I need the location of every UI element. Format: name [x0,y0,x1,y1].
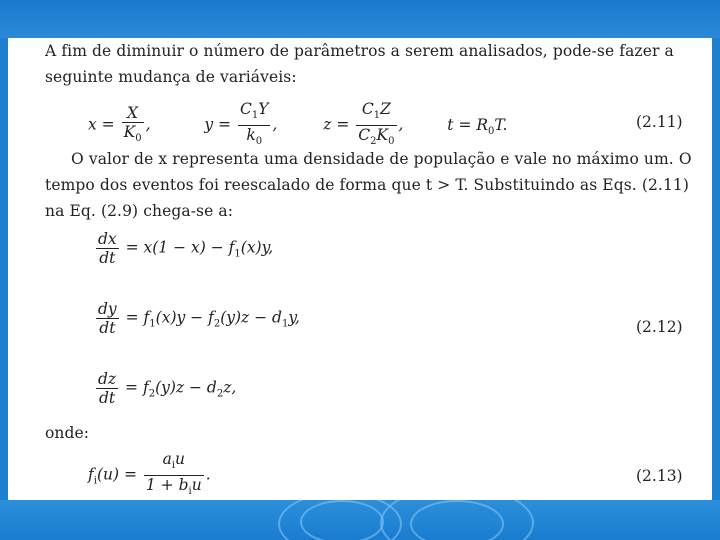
dz-sub-2: 2 [216,388,224,400]
eq-x-lhs: x = [88,115,115,134]
eq-z-num-text: C [361,100,374,118]
eq-x-denominator [122,122,144,148]
dz-sub-1: 2 [148,388,156,400]
paragraph-2-line-1: O valor de x representa uma densidade de população e vale no máximo um. O [71,150,692,168]
dz-denominator: dt [96,388,118,407]
eq-x-numerator: X [127,103,139,122]
dy-sub-1: 1 [149,318,156,330]
dy-rhs-4: y, [288,308,300,327]
eq-z-den-sub2: 0 [388,136,395,148]
swirl-decoration-4 [410,500,504,540]
eq213-den-tail: u [191,476,202,495]
eq-z-den-sub: 2 [370,136,377,148]
paragraph-1-line-1: A fim de diminuir o número de parâmetros a serem analisados, pode-se fazer a [45,42,674,60]
eq213-numerator [144,450,204,475]
equation-dy-dt [94,300,300,337]
slide-top-band [0,0,720,38]
eq-z-num-tail: Z [380,100,391,118]
dy-rhs-2: (x)y − f [155,308,214,327]
equation-2-11: x = $\frac{X}{K_0}$ , y = $\frac{C_1Y}{k_0}$ , z = $\frac{C_1Z}{C_2K_0}$ , $t = R_0T$. [88,100,507,151]
eq-x-fraction [122,104,144,148]
eq213-num-sub: i [171,460,176,472]
onde-label: onde: [45,424,90,442]
eq213-den-sub: i [188,486,192,498]
dx-denominator: dt [96,248,119,267]
dy-numerator: dy [98,300,117,318]
dx-rhs-2: (x)y, [240,238,274,257]
dy-rhs: = f [125,308,150,327]
eq-t-expr [447,115,508,137]
paragraph-1-line-2: seguinte mudança de variáveis: [45,68,297,86]
eq213-end: . [205,465,211,484]
dz-dt-fraction [96,370,118,407]
paragraph-2-line-3: na Eq. (2.9) chega-se a: [45,202,234,220]
eq-t-tail: T. [494,115,508,134]
eq-y-num-sub: 1 [251,110,259,122]
eq213-lhs-sub: i [93,475,97,487]
eq213-fraction [144,450,204,501]
dx-rhs: = x(1 − x) − f [125,238,235,257]
document-page [8,38,712,500]
eq-y-denominator [238,125,270,151]
dz-rhs-3: z, [223,378,237,397]
dx-numerator: dx [98,230,117,248]
swirl-decoration-2 [300,500,384,540]
dy-sub-2: 2 [213,318,221,330]
eq-z-numerator [356,100,396,125]
dy-sub-3: 1 [281,318,289,330]
equation-number-2-11: (2.11) [636,113,683,131]
eq213-denominator [144,475,204,501]
eq-z-fraction [356,100,396,151]
eq213-num-text: a [162,450,172,468]
eq213-num-tail: u [175,450,186,468]
eq-z-denominator [356,125,396,151]
eq-z-den-text: C [358,126,371,145]
dz-rhs: = f [125,378,149,397]
eq-t-sub: 0 [488,125,495,137]
dx-dt-fraction [96,230,119,267]
dx-sub-1: 1 [234,248,241,260]
eq-z-den-tail: K [376,126,389,145]
equation-number-2-12: (2.12) [636,318,683,336]
eq-x-den-text: K [123,122,136,141]
eq213-lhs: f [88,465,94,484]
dy-dt-fraction [96,300,119,337]
equation-dz-dt [94,370,236,407]
eq-y-num-text: C [239,100,252,118]
eq-y-lhs: y = [204,115,232,134]
paragraph-2-line-2: tempo dos eventos foi reescalado de forma que t > T. Substituindo as Eqs. (2.11) [45,176,690,194]
dy-rhs-3: (y)z − d [220,308,282,327]
slide-bottom-band [0,500,720,540]
equation-number-2-13: (2.13) [636,467,683,485]
dy-denominator: dt [96,318,119,337]
eq-x-den-sub: 0 [135,132,142,144]
eq213-den-lead: 1 + b [145,476,189,495]
equation-dx-dt [94,230,273,267]
eq-z-lhs: z = [323,115,350,134]
dz-rhs-2: (y)z − d [155,378,217,397]
eq-y-den-sub: 0 [255,136,263,148]
eq-z-num-sub: 1 [373,110,381,122]
equation-2-13 [88,450,211,501]
dz-numerator: dz [98,370,117,388]
eq-t-text: t = R [447,115,489,134]
eq-y-numerator [238,100,270,125]
eq-y-den-text: k [246,126,256,145]
eq213-lhs-tail: (u) = [96,465,137,484]
eq-y-num-tail: Y [258,100,269,118]
eq-y-fraction [238,100,270,151]
